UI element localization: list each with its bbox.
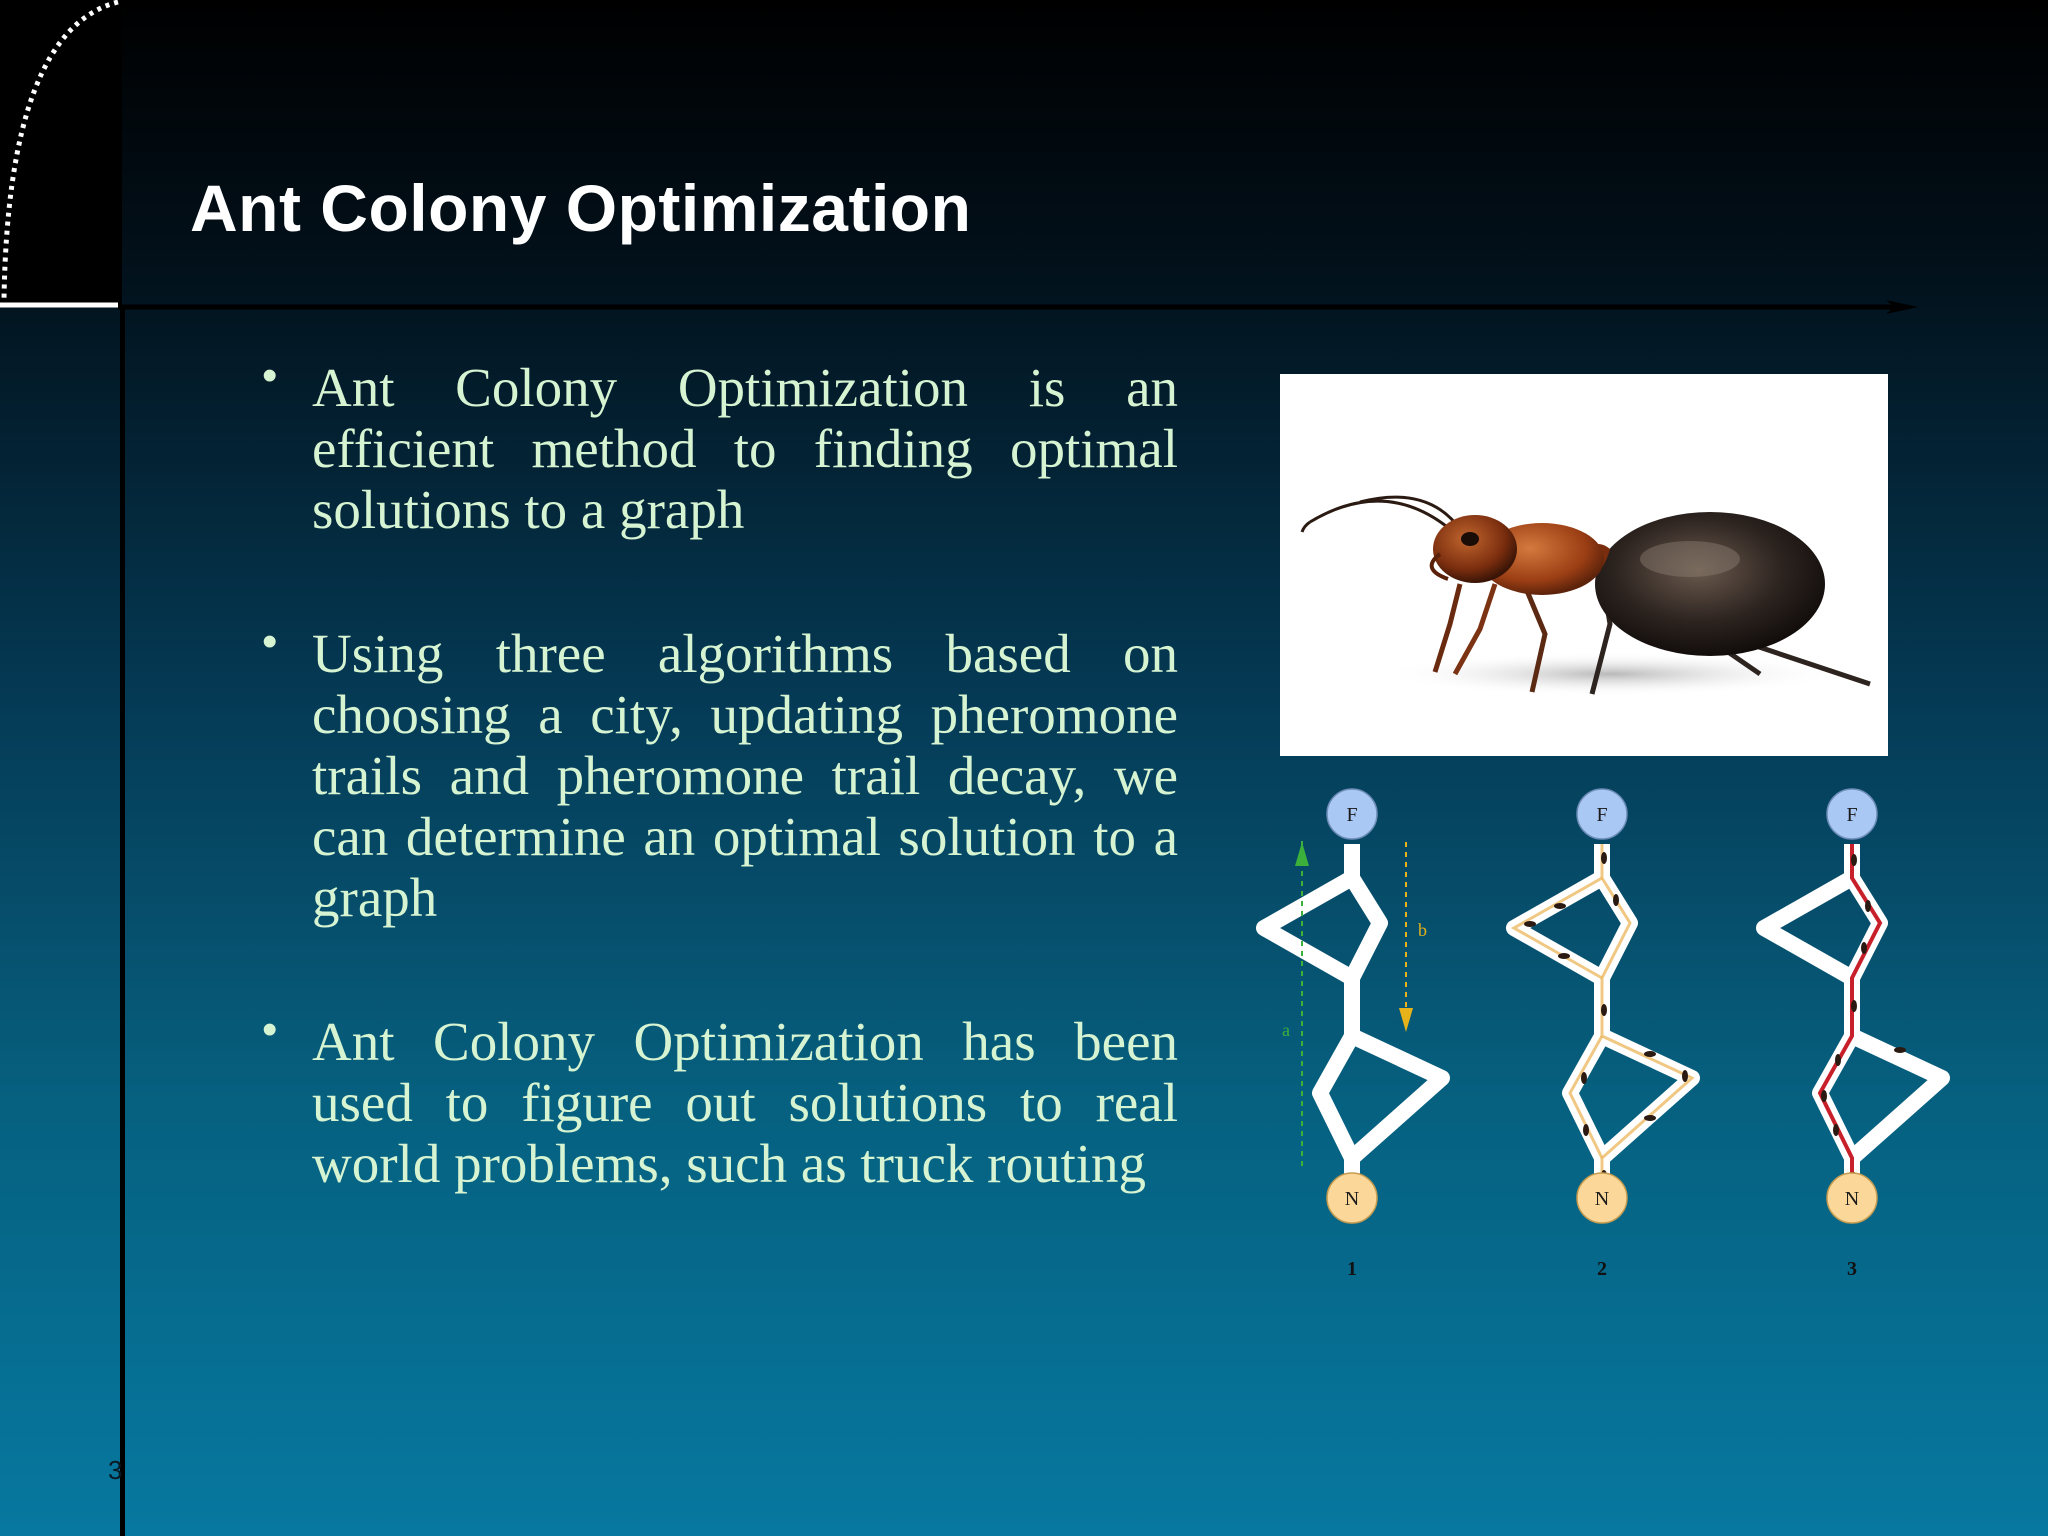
ant-photo [1280,374,1888,756]
panel-number: 1 [1347,1258,1357,1280]
slide-title: Ant Colony Optimization [190,171,972,245]
left-vertical-rule [120,305,125,1536]
node-f: F [1846,804,1858,826]
diagram-panel-2 [1514,789,1692,1280]
corner-arc-decoration [0,0,130,320]
bullet-dot-icon: • [262,1005,278,1054]
ant-icon [1280,374,1888,756]
panel-number: 3 [1847,1258,1857,1280]
pheromone-path-diagram [1250,778,1960,1298]
node-n: N [1344,1188,1360,1210]
page-number: 3 [108,1455,123,1485]
diagram-panel-3 [1764,789,1942,1280]
node-n: N [1594,1188,1610,1210]
bullet-dot-icon: • [262,617,278,666]
title-underline-arrow [0,290,1930,314]
panel-number: 2 [1597,1258,1607,1280]
bullet-item [262,1005,1178,1194]
diagram-panel-1 [1264,789,1442,1280]
node-n: N [1844,1188,1860,1210]
bullet-item [262,617,1178,928]
bullet-text: Ant Colony Optimization is an efficient method to finding optimal solutions to a graph [312,357,1178,540]
label-a: a [1282,1020,1290,1040]
bullet-list [262,351,1178,1277]
node-f: F [1346,804,1358,826]
bullet-text: Using three algorithms based on choosing a city, updating pheromone trails and pheromone trail decay, we can determine an optimal solution to a graph [312,623,1178,928]
bullet-text: Ant Colony Optimization has been used to figure out solutions to real world problems, such as truck routing [312,1011,1178,1194]
label-b: b [1418,920,1427,940]
node-f: F [1596,804,1608,826]
bullet-dot-icon: • [262,351,278,400]
bullet-item [262,351,1178,540]
